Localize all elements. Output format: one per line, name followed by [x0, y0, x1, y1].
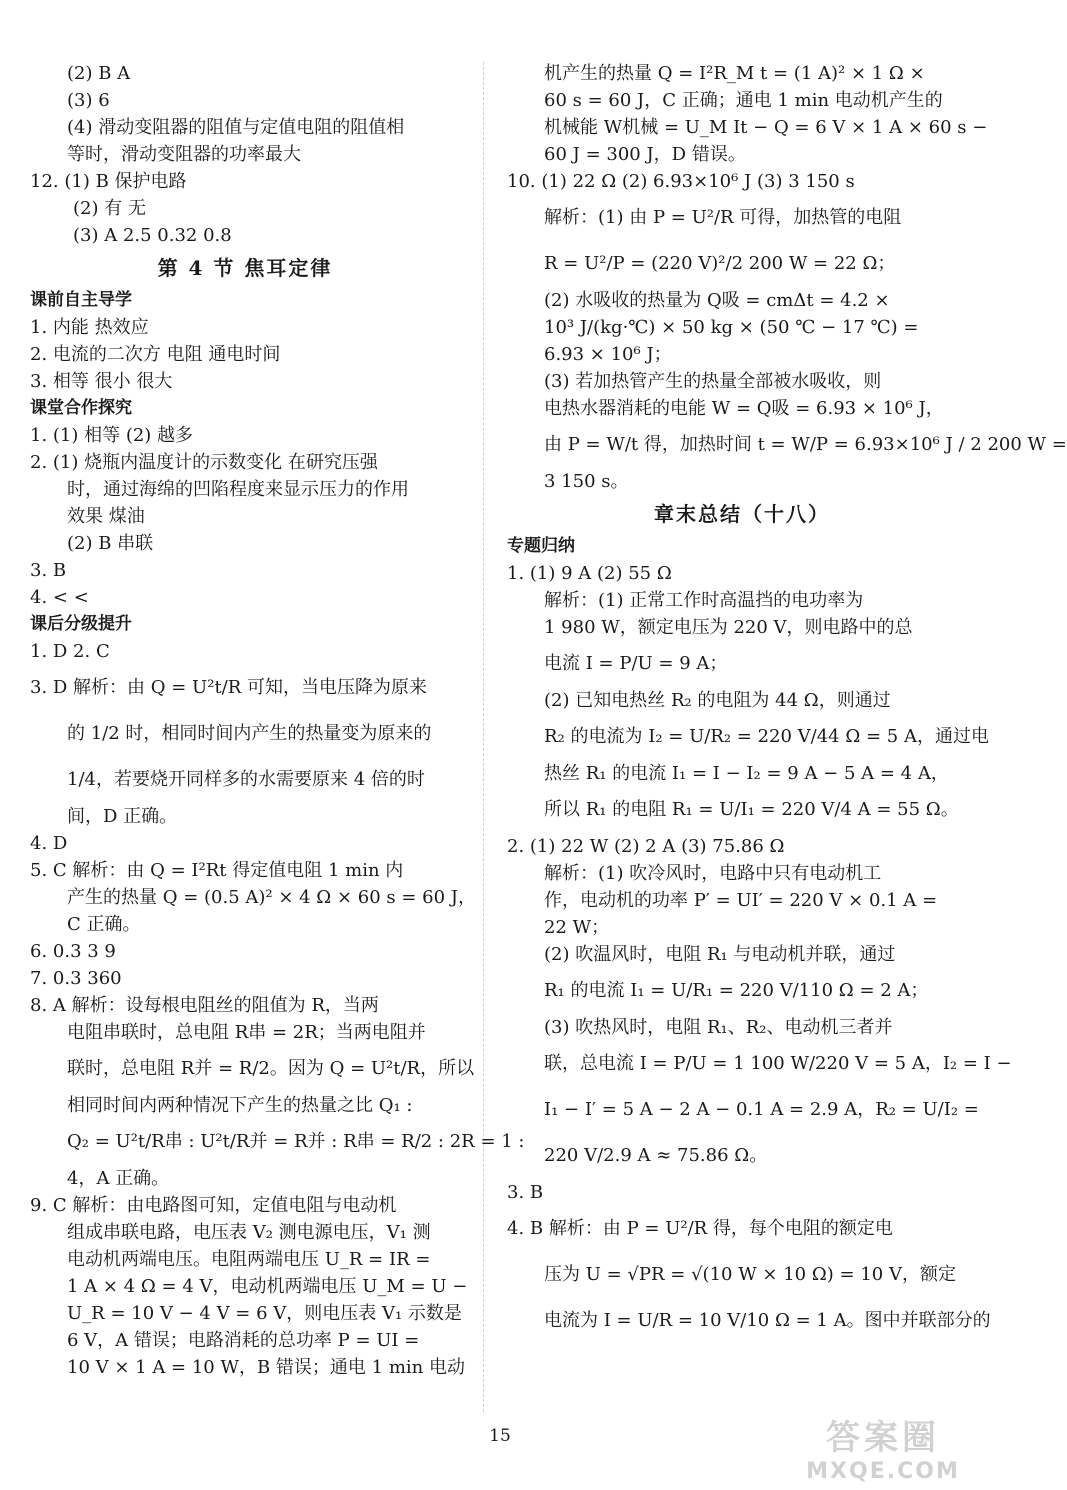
- section-title-chapter-summary: 章末总结（十八）: [654, 502, 830, 526]
- text-line: 解析：(1) 由 P = U²/R 可得，加热管的电阻: [544, 207, 902, 228]
- text-line: (2) B A: [67, 63, 131, 84]
- text-line: 220 V/2.9 A ≈ 75.86 Ω。: [544, 1145, 768, 1166]
- text-line: 3. B: [30, 560, 67, 581]
- text-line: 10 V × 1 A = 10 W，B 错误；通电 1 min 电动: [67, 1357, 465, 1378]
- text-line: 3. B: [507, 1182, 544, 1203]
- text-line: 解析：(1) 吹冷风时，电路中只有电动机工: [544, 863, 882, 884]
- text-line: 7. 0.3 360: [30, 968, 122, 989]
- text-line: (2) B 串联: [67, 533, 154, 554]
- text-line: 5. C 解析：由 Q = I²Rt 得定值电阻 1 min 内: [30, 860, 404, 881]
- text-line: U_R = 10 V − 4 V = 6 V，则电压表 V₁ 示数是: [67, 1303, 462, 1324]
- heading-topic-summary: 专题归纳: [507, 536, 575, 556]
- text-line: 电流为 I = U/R = 10 V/10 Ω = 1 A。图中并联部分的: [544, 1310, 991, 1331]
- text-line: 6 V，A 错误；电路消耗的总功率 P = UI =: [67, 1330, 420, 1351]
- text-line: 1. 内能 热效应: [30, 317, 149, 338]
- left-column: [30, 60, 525, 1381]
- text-line: 1 980 W，额定电压为 220 V，则电路中的总: [544, 617, 913, 638]
- text-line: 6.93 × 10⁶ J；: [544, 344, 672, 365]
- text-line: 相同时间内两种情况下产生的热量之比 Q₁ :: [67, 1095, 413, 1116]
- heading-pre-class: 课前自主导学: [30, 290, 132, 310]
- text-line: 3. 相等 很小 很大: [30, 371, 173, 392]
- text-line: 4，A 正确。: [67, 1168, 170, 1189]
- text-line: (4) 滑动变阻器的阻值与定值电阻的阻值相: [67, 117, 405, 138]
- text-line: (3) 6: [67, 90, 110, 111]
- text-line: Q₂ = U²t/R串 : U²t/R并 = R并 : R串 = R/2 : 2R = 1 :: [67, 1131, 525, 1152]
- text-line: R₁ 的电流 I₁ = U/R₁ = 220 V/110 Ω = 2 A；: [544, 980, 929, 1001]
- text-line: C 正确。: [67, 914, 141, 935]
- watermark-text: 答案圈: [826, 1418, 940, 1458]
- text-line: 产生的热量 Q = (0.5 A)² × 4 Ω × 60 s = 60 J，: [67, 887, 476, 908]
- text-line: 1. D 2. C: [30, 641, 110, 662]
- text-line: (3) 吹热风时，电阻 R₁、R₂、电动机三者并: [544, 1017, 893, 1038]
- text-line: 2. 电流的二次方 电阻 通电时间: [30, 344, 281, 365]
- text-line: 解析：(1) 正常工作时高温挡的电功率为: [544, 590, 864, 611]
- text-line: 组成串联电路，电压表 V₂ 测电源电压，V₁ 测: [67, 1222, 431, 1243]
- after-class-answers: [30, 638, 525, 1381]
- text-line: 22 W；: [544, 917, 610, 938]
- text-line: 的 1/2 时，相同时间内产生的热量变为原来的: [67, 723, 432, 744]
- text-line: 电热水器消耗的电能 W = Q吸 = 6.93 × 10⁶ J，: [544, 398, 944, 419]
- text-line: 电流 I = P/U = 9 A；: [544, 653, 728, 674]
- text-line: (2) 有 无: [73, 198, 146, 219]
- text-line: 间，D 正确。: [67, 806, 178, 827]
- text-line: (2) 水吸收的热量为 Q吸 = cmΔt = 4.2 ×: [544, 290, 890, 311]
- pre-class-answers: [30, 314, 460, 395]
- text-line: 热丝 R₁ 的电流 I₁ = I − I₂ = 9 A − 5 A = 4 A，: [544, 763, 949, 784]
- heading-in-class: 课堂合作探究: [30, 398, 132, 418]
- chapter-summary-answers: [507, 560, 1012, 1344]
- text-line: 6. 0.3 3 9: [30, 941, 116, 962]
- text-line: (3) A 2.5 0.32 0.8: [73, 225, 232, 246]
- text-line: 效果 煤油: [67, 506, 145, 527]
- page-number: 15: [489, 1426, 511, 1446]
- text-line: 4. < <: [30, 587, 89, 608]
- text-line: 4. D: [30, 833, 68, 854]
- text-line: 等时，滑动变阻器的功率最大: [67, 144, 301, 165]
- text-line: 60 J = 300 J，D 错误。: [544, 144, 746, 165]
- text-line: 联时，总电阻 R并 = R/2。因为 Q = U²t/R，所以: [67, 1058, 475, 1079]
- right-top-lines: [507, 60, 1067, 495]
- text-line: 联，总电流 I = P/U = 1 100 W/220 V = 5 A，I₂ = I −: [544, 1053, 1012, 1074]
- text-line: 4. B 解析：由 P = U²/R 得，每个电阻的额定电: [507, 1218, 893, 1239]
- column-divider: [483, 62, 484, 1412]
- text-line: 作，电动机的功率 P′ = UI′ = 220 V × 0.1 A =: [544, 890, 938, 911]
- text-line: 1 A × 4 Ω = 4 V，电动机两端电压 U_M = U −: [67, 1276, 468, 1297]
- text-line: 机械能 W机械 = U_M It − Q = 6 V × 1 A × 60 s −: [544, 117, 988, 138]
- text-line: (2) 吹温风时，电阻 R₁ 与电动机并联，通过: [544, 944, 896, 965]
- text-line: R = U²/P = (220 V)²/2 200 W = 22 Ω；: [544, 253, 896, 274]
- text-line: 所以 R₁ 的电阻 R₁ = U/I₁ = 220 V/4 A = 55 Ω。: [544, 799, 959, 820]
- text-line: 9. C 解析：由电路图可知，定值电阻与电动机: [30, 1195, 397, 1216]
- text-line: 时，通过海绵的凹陷程度来显示压力的作用: [67, 479, 409, 500]
- text-line: 12. (1) B 保护电路: [30, 171, 187, 192]
- text-line: 2. (1) 烧瓶内温度计的示数变化 在研究压强: [30, 452, 378, 473]
- section-title-joule-law: 第 4 节 焦耳定律: [157, 256, 333, 280]
- text-line: 电动机两端电压。电阻两端电压 U_R = IR =: [67, 1249, 431, 1270]
- watermark-logo: [788, 1410, 978, 1484]
- text-line: 压为 U = √PR = √(10 W × 10 Ω) = 10 V，额定: [544, 1264, 956, 1285]
- text-line: I₁ − I′ = 5 A − 2 A − 0.1 A = 2.9 A，R₂ = U/I₂ =: [544, 1099, 979, 1120]
- right-column: [507, 60, 1067, 1344]
- heading-after-class: 课后分级提升: [30, 614, 132, 634]
- text-line: 3. D 解析：由 Q = U²t/R 可知，当电压降为原来: [30, 677, 428, 698]
- text-line: 电阻串联时，总电阻 R串 = 2R；当两电阻并: [67, 1022, 426, 1043]
- text-line: 机产生的热量 Q = I²R_M t = (1 A)² × 1 Ω ×: [544, 63, 925, 84]
- text-line: 2. (1) 22 W (2) 2 A (3) 75.86 Ω: [507, 836, 785, 857]
- in-class-answers: [30, 422, 460, 611]
- text-line: 10. (1) 22 Ω (2) 6.93×10⁶ J (3) 3 150 s: [507, 171, 855, 192]
- text-line: (3) 若加热管产生的热量全部被水吸收，则: [544, 371, 882, 392]
- text-line: 8. A 解析：设每根电阻丝的阻值为 R，当两: [30, 995, 379, 1016]
- text-line: 由 P = W/t 得，加热时间 t = W/P = 6.93×10⁶ J / 2 200 W =: [544, 434, 1067, 455]
- text-line: (2) 已知电热丝 R₂ 的电阻为 44 Ω，则通过: [544, 690, 891, 711]
- text-line: 1. (1) 9 A (2) 55 Ω: [507, 563, 672, 584]
- text-line: 10³ J/(kg·℃) × 50 kg × (50 ℃ − 17 ℃) =: [544, 317, 919, 338]
- text-line: 1/4，若要烧开同样多的水需要原来 4 倍的时: [67, 769, 425, 790]
- text-line: 1. (1) 相等 (2) 越多: [30, 425, 194, 446]
- text-line: 3 150 s。: [544, 471, 629, 492]
- text-line: 60 s = 60 J，C 正确；通电 1 min 电动机产生的: [544, 90, 943, 111]
- left-top-lines: [30, 60, 460, 249]
- watermark-url: MXQE.COM: [806, 1459, 960, 1484]
- text-line: R₂ 的电流为 I₂ = U/R₂ = 220 V/44 Ω = 5 A，通过电: [544, 726, 989, 747]
